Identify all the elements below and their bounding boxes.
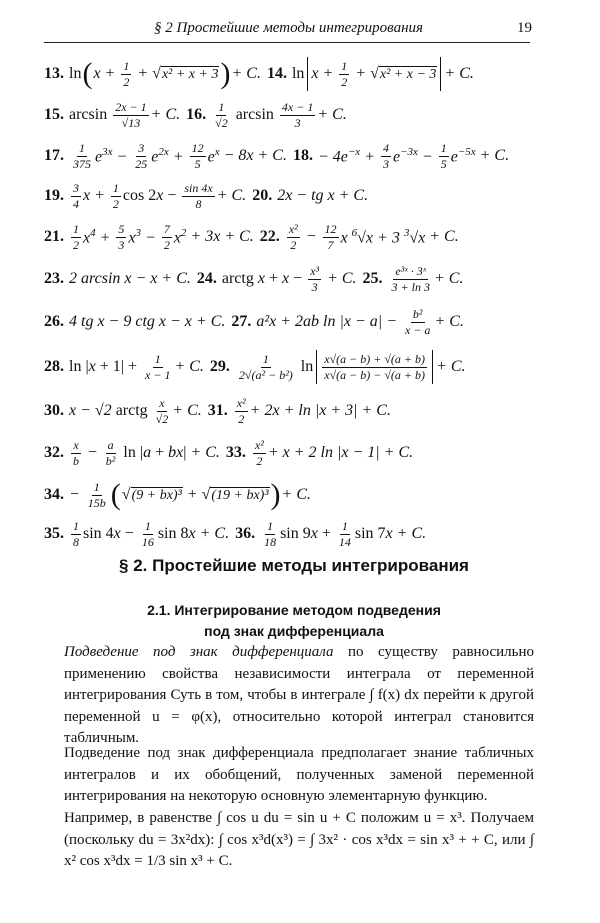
- paragraph-1: [64, 642, 534, 750]
- answer-number: 33.: [225, 443, 246, 461]
- answer-tail: 2 arcsin x − x + C.: [69, 269, 191, 287]
- answer-number: 18.: [292, 146, 313, 164]
- answer-number: 23.: [44, 269, 64, 287]
- page-number: 19: [517, 20, 532, 36]
- answer-row-35: 35. $\frac{1}{8}$ sin 4x − $\frac{1}{16}$ sin 8x + C. 36. $\frac{1}{18}$ sin 9x + $\frac{1}{14}$ sin 7x + C.: [44, 518, 427, 549]
- answer-row-26: 26. 4 tg x − 9 ctg x − x + C. 27. a²x + 2ab ln |x − a| − $\frac{\text{b²}}{x - a}$ + C.: [44, 306, 464, 337]
- answer-number: 25.: [362, 269, 383, 287]
- answer-number: 35.: [44, 524, 64, 542]
- answer-tail: + C.: [317, 105, 347, 123]
- answer-number: 31.: [207, 401, 228, 419]
- answer-tail: + C.: [231, 64, 261, 82]
- answer-number: 19.: [44, 186, 64, 204]
- running-title: § 2 Простейшие методы интегрирования: [154, 20, 423, 36]
- answer-number: 14.: [266, 64, 287, 82]
- answer-tail: + C.: [433, 269, 464, 287]
- answer-tail: + C.: [434, 312, 464, 330]
- paragraph-1-text: по существу равносильно применению свойства независимости интеграла от переменной интегрирования Суть в том, чтобы в интеграле ∫ f(x) dx перейти к другой переменной u = φ(x), относительно которой интеграл становится табличным.: [64, 644, 535, 746]
- answer-row-23: 23. 2 arcsin x − x + C. 24. arctg x + x − $\frac{\text{x³}}{3}$ + C. 25. $\frac{\text{e³ˣ · 3ˣ}}{3 + \ln 3}$ + C.: [44, 263, 464, 294]
- answer-row-30: 30. x − √2 arctg $\frac{x}{√2}$ + C. 31. $\frac{\text{x²}}{2}$ + 2x + ln |x + 3| + C.: [44, 395, 391, 426]
- answer-row-21: 21. $\frac{1}{2}$ $x^4$ + $\frac{5}{3}$ $x^3$ − $\frac{7}{2}$ $x^2$ + 3x + C. 22. $\frac{\text{x²}}{2}$ − $\frac{12}{7}$ x $^6$√x + 3 $^3$√x + C.: [44, 221, 459, 252]
- answer-number: 13.: [44, 64, 64, 82]
- answer-number: 32.: [44, 443, 64, 461]
- answer-row-15: 15. arcsin $\frac{2x - 1}{√13}$ + C. 16. $\frac{1}{√2}$ arcsin $\frac{4x - 1}{3}$ + C.: [44, 99, 347, 130]
- answer-tail: + x + 2 ln |x − 1| + C.: [267, 443, 414, 461]
- answer-row-19: 19. $\frac{3}{4}$ x + $\frac{1}{2}$ cos 2x − $\frac{\sin 4x}{8}$ + C. 20. 2x − tg x + C.: [44, 180, 369, 211]
- answer-number: 20.: [252, 186, 273, 204]
- answer-number: 16.: [186, 105, 207, 123]
- answer-number: 21.: [44, 227, 64, 245]
- answer-tail: + C.: [429, 227, 459, 245]
- answer-number: 30.: [44, 401, 64, 419]
- answer-row-13: 13. ln ( x + $\frac{1}{2}$ + √ x² + x + 3 ) + C. 14. ln x + $\frac{1}{2}$ + √ x² + x − 3 + C.: [44, 57, 474, 90]
- answer-tail: + C.: [396, 524, 427, 542]
- answer-number: 17.: [44, 146, 64, 164]
- running-header: [44, 18, 530, 43]
- answer-number: 34.: [44, 485, 64, 503]
- answer-tail: 2x − tg x + C.: [277, 186, 369, 204]
- answer-tail: + C.: [190, 443, 220, 461]
- answer-tail: + C.: [436, 357, 466, 375]
- answer-number: 24.: [196, 269, 217, 287]
- answer-number: 29.: [209, 357, 230, 375]
- answer-tail: + C.: [150, 105, 181, 123]
- answer-tail: + C.: [479, 146, 510, 164]
- answer-tail: + 3x + C.: [190, 227, 254, 245]
- answers-list: [44, 54, 544, 552]
- answer-tail: + C.: [216, 186, 247, 204]
- answer-row-28: 28. ln |x + 1| + $\frac{1}{x - 1}$ + C. 29. $\frac{1}{\text{2√(a² − b²)}}$ ln $\frac{x√(a - b) + √(a + b)}{x√(a - b) - √(a + b)}$ + C.: [44, 344, 544, 390]
- answer-number: 15.: [44, 105, 64, 123]
- answer-tail: − 8x + C.: [223, 146, 287, 164]
- subsection-title-line-1: 2.1. Интегрирование методом подведения: [147, 602, 441, 618]
- answer-number: 26.: [44, 312, 64, 330]
- answer-tail: + C.: [172, 401, 202, 419]
- answer-tail: + C.: [199, 524, 230, 542]
- answer-number: 28.: [44, 357, 64, 375]
- answer-tail: + C.: [174, 357, 204, 375]
- section-title: § 2. Простейшие методы интегрирования: [119, 556, 469, 575]
- paragraph-2: Подведение под знак дифференциала предполагает знание табличных интегралов и их обобщений, полученных заменой переменной интегрирования на некоторую основную элементарную функцию.: [64, 745, 534, 804]
- answer-tail: 4 tg x − 9 ctg x − x + C.: [69, 312, 226, 330]
- answer-tail: + C.: [281, 485, 311, 503]
- term-italic: Подведение под знак дифференциала: [64, 644, 334, 660]
- answer-tail: + 2x + ln |x + 3| + C.: [249, 401, 391, 419]
- answer-number: 27.: [231, 312, 252, 330]
- subsection-title-line-2: под знак дифференциала: [204, 623, 384, 639]
- answer-row-34: 34. − $\frac{1}{15b}$ ( √ (9 + bx)³ + √ (19 + bx)³ ) + C.: [44, 478, 311, 511]
- paragraph-3: Например, в равенстве ∫ cos u du = sin u + C положим u = x³. Получаем (поскольку du = 3x²dx): ∫ cos x³d(x³) = ∫ 3x² · cos x³dx = sin x³ + + C, или ∫ x² cos x³dx = 1/3 sin x³ + C.: [64, 810, 534, 869]
- subsection-title: [44, 600, 544, 642]
- answer-row-17: 17. $\frac{1}{375}$ $e^{3x}$ − $\frac{3}{25}$ $e^{2x}$ + $\frac{12}{5}$ $e^x$ − 8x + C. 18. − $4e^{-x}$ + $\frac{4}{3}$ $e^{-3x}$ − $\frac{1}{5}$ $e^{-5x}$ + C.: [44, 140, 510, 171]
- answer-number: 36.: [235, 524, 256, 542]
- answer-row-32: 32. $\frac{x}{b}$ − $\frac{a}{\text{b²}}$ ln |a + bx| + C. 33. $\frac{\text{x²}}{2}$ + x + 2 ln |x − 1| + C.: [44, 437, 414, 468]
- answer-tail: + C.: [444, 64, 474, 82]
- answer-number: 22.: [259, 227, 280, 245]
